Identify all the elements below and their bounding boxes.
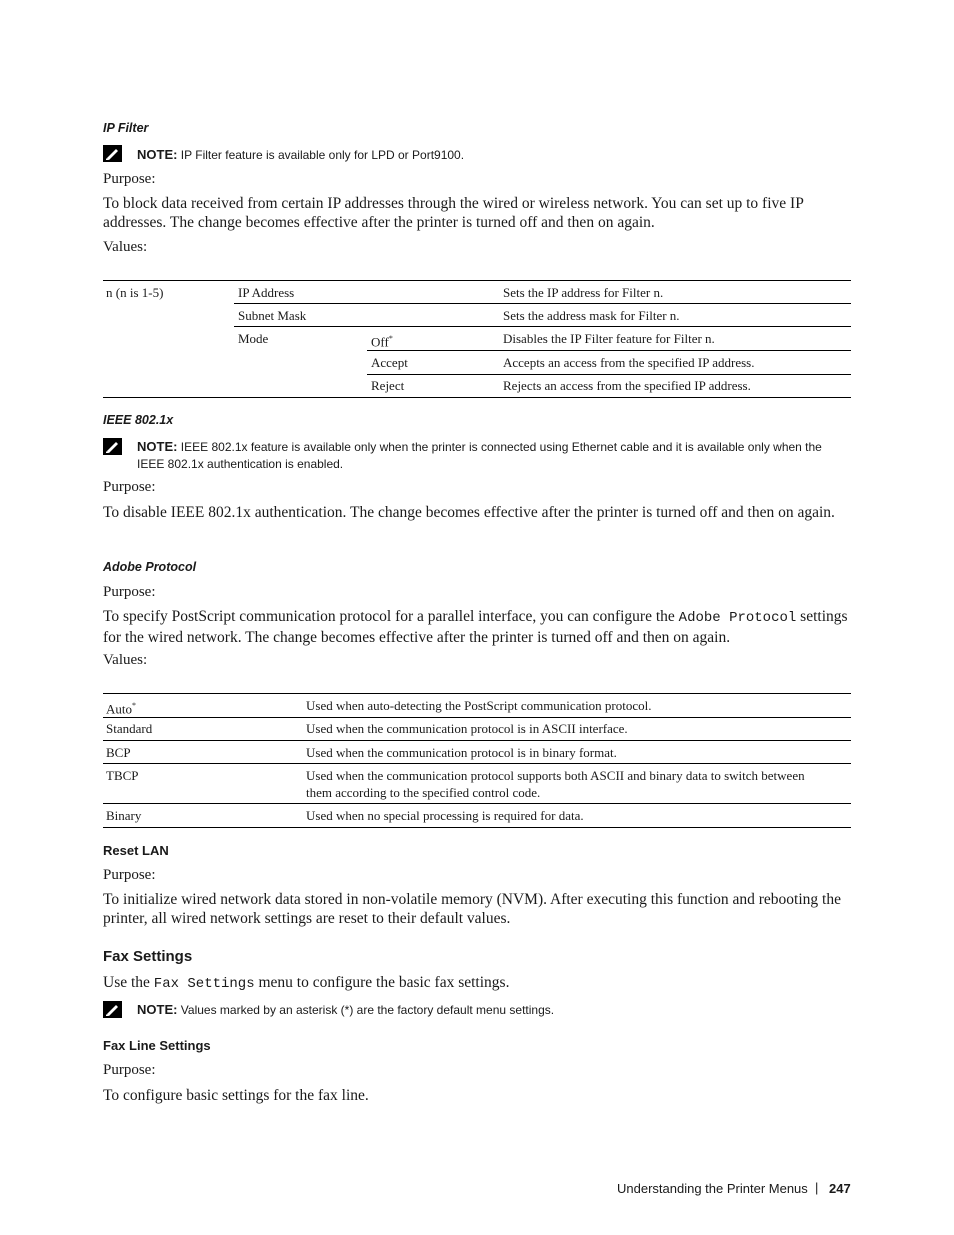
purpose-text <box>103 607 848 647</box>
table-cell-desc: Used when the communication protocol supports both ASCII and binary data to switch between them according to the specified control code. <box>306 768 805 800</box>
table-cell-desc: Disables the IP Filter feature for Filter n. <box>503 331 715 346</box>
table-cell-desc: Used when the communication protocol is in ASCII interface. <box>306 721 628 736</box>
footer-separator: | <box>815 1180 819 1195</box>
fax-settings-intro <box>103 973 848 994</box>
fax-settings-note <box>137 1001 554 1019</box>
fax-settings-heading: Fax Settings <box>103 948 193 965</box>
reset-lan-heading: Reset LAN <box>103 843 169 858</box>
table-cell-name: Standard <box>106 721 153 736</box>
table-cell-desc: Sets the address mask for Filter n. <box>503 308 680 323</box>
table-cell-name: Binary <box>106 808 142 823</box>
footer-title: Understanding the Printer Menus <box>617 1181 808 1196</box>
purpose-text: To block data received from certain IP addresses through the wired or wireless network. You can set up to five IP addresses. The change becomes effective after the printer is turned off and then on again. <box>103 195 804 231</box>
default-mark: * <box>132 701 136 710</box>
adobe-heading: Adobe Protocol <box>103 560 197 574</box>
table-cell-option: Reject <box>371 378 405 393</box>
table-cell-desc: Rejects an access from the specified IP address. <box>503 378 751 393</box>
fax-line-heading: Fax Line Settings <box>103 1038 211 1053</box>
table-cell-desc: Used when no special processing is required for data. <box>306 808 584 823</box>
note-icon-wrap <box>103 1001 122 1023</box>
table-cell-desc: Used when the communication protocol is in binary format. <box>306 745 617 760</box>
note-pencil-icon <box>103 1001 122 1018</box>
purpose-text-pre: To specify PostScript communication protocol for a parallel interface, you can configure the <box>103 608 679 625</box>
ieee-heading: IEEE 802.1x <box>103 413 174 427</box>
code-adobe-protocol: Adobe Protocol <box>678 610 797 626</box>
ip-filter-note <box>137 146 464 164</box>
table-cell-name: BCP <box>106 745 131 760</box>
values-label: Values: <box>103 239 148 255</box>
table-cell-desc: Accepts an access from the specified IP address. <box>503 355 755 370</box>
table-row-label: n (n is 1-5) <box>106 285 164 300</box>
intro-post: menu to configure the basic fax settings. <box>254 974 510 991</box>
purpose-text: To configure basic settings for the fax line. <box>103 1087 369 1104</box>
note-label: NOTE: <box>137 439 178 454</box>
table-cell-desc: Sets the IP address for Filter n. <box>503 285 664 300</box>
table-cell-name: TBCP <box>106 768 139 783</box>
purpose-text: To initialize wired network data stored in non-volatile memory (NVM). After executing this function and rebooting the printer, all wired network settings are reset to their default values. <box>103 891 841 927</box>
default-mark: * <box>388 334 393 343</box>
note-pencil-icon <box>103 145 122 162</box>
note-text: Values marked by an asterisk (*) are the factory default menu settings. <box>180 1003 555 1017</box>
purpose-label: Purpose: <box>103 479 156 495</box>
note-label: NOTE: <box>137 1002 178 1017</box>
note-pencil-icon <box>103 438 122 455</box>
table-cell-item: Mode <box>238 331 269 346</box>
value-auto: Auto <box>106 701 132 717</box>
note-text: IEEE 802.1x feature is available only when the printer is connected using Ethernet cable and it is available only when the IEEE 802.1x authentication is enabled. <box>137 440 822 471</box>
intro-pre: Use the <box>103 974 154 991</box>
option-off: Off <box>371 334 389 350</box>
note-block <box>103 145 122 167</box>
table-cell-option: Accept <box>371 355 408 370</box>
purpose-label: Purpose: <box>103 584 156 600</box>
table-cell-name <box>106 697 136 717</box>
values-label: Values: <box>103 652 148 668</box>
note-icon-wrap <box>103 438 122 460</box>
purpose-text: To disable IEEE 802.1x authentication. The change becomes effective after the printer is turned off and then on again. <box>103 504 835 521</box>
code-fax-settings: Fax Settings <box>153 976 255 992</box>
table-cell-item: IP Address <box>238 285 295 300</box>
table-cell-desc: Used when auto-detecting the PostScript communication protocol. <box>306 698 652 713</box>
table-cell-item: Subnet Mask <box>238 308 307 323</box>
page-number: 247 <box>829 1181 851 1196</box>
purpose-label: Purpose: <box>103 1062 156 1078</box>
note-text: IP Filter feature is available only for LPD or Port9100. <box>180 148 465 162</box>
ip-filter-heading: IP Filter <box>103 121 149 135</box>
table-cell-option <box>371 330 393 350</box>
purpose-label: Purpose: <box>103 171 156 187</box>
ieee-note <box>137 438 852 473</box>
note-label: NOTE: <box>137 147 178 162</box>
purpose-text-post: settings for the wired network. The change becomes effective after the printer is turned off and then on again. <box>103 608 848 646</box>
purpose-label: Purpose: <box>103 867 156 883</box>
